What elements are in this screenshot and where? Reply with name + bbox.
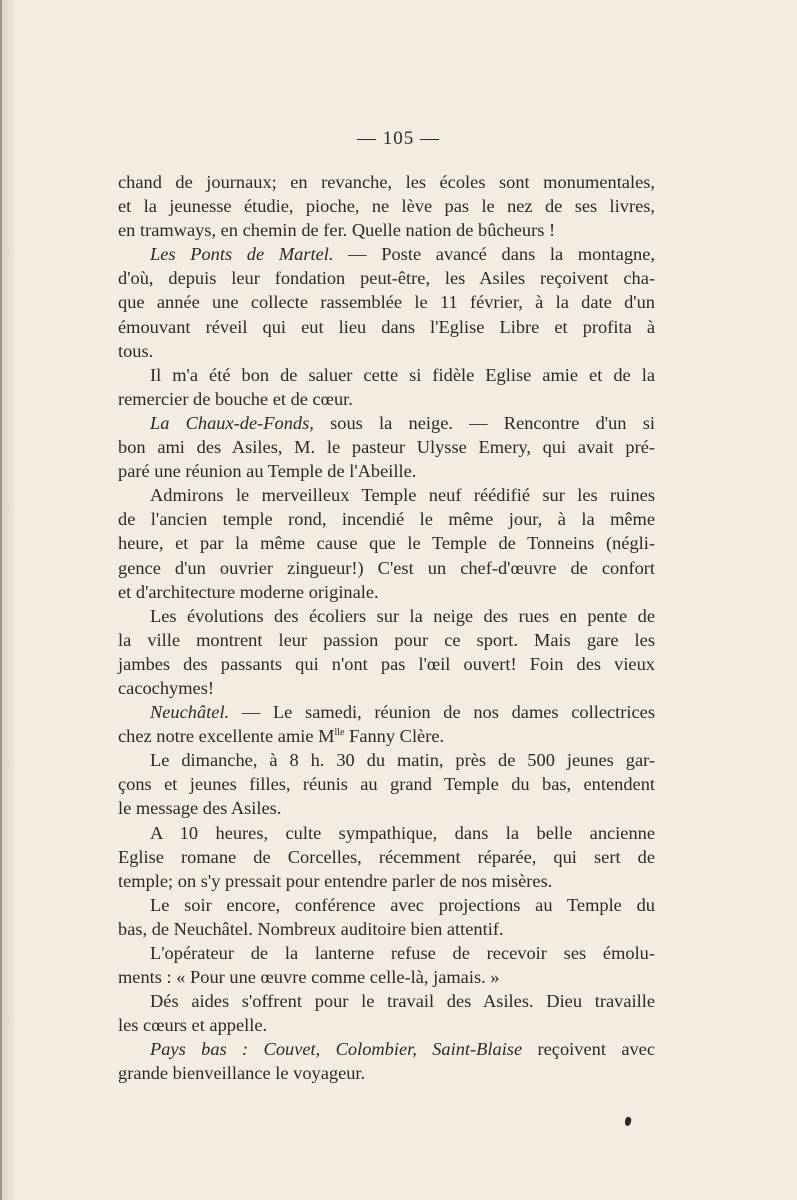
text-line: tous. [118,340,154,361]
text-line: émouvant réveil qui eut lieu dans l'Eglise Libre et profita à [118,316,655,337]
text-line: heure, et par la même cause que le Temple de Tonneins (négli- [118,533,655,554]
text-line: et d'architecture moderne originale. [118,581,379,602]
text-line: Les évolutions des écoliers sur la neige des rues en pente de [150,605,655,626]
text-line: grande bienveillance le voyageur. [118,1063,366,1084]
text-line: la ville montrent leur passion pour ce sport. Mais gare les [118,629,655,650]
text-line [118,1037,655,1061]
text-line: L'opérateur de la lanterne refuse de recevoir ses émolu- [150,943,655,963]
text-line: de l'ancien temple rond, incendié le même jour, à la même [118,509,655,530]
text-line: Le dimanche, à 8 h. 30 du matin, près de 500 jeunes gar- [150,750,655,771]
text-line: Admirons le merveilleux Temple neuf réédifié sur les ruines [150,485,655,506]
text-line: cacochymes! [118,677,214,698]
text-line: en tramways, en chemin de fer. Quelle nation de bûcheurs ! [118,220,556,241]
text-line: et la jeunesse étudie, pioche, ne lève pas le nez de ses livres, [118,196,655,217]
abbreviation-superscript: lle [334,727,345,739]
page-edge [0,0,14,1200]
text-line: Il m'a été bon de saluer cette si fidèle Eglise amie et de la [150,364,655,385]
text-line: chand de journaux; en revanche, les écoles sont monumentales, [118,172,655,192]
text-line: ments : « Pour une œuvre comme celle-là, jamais. » [118,967,500,988]
page-number: — 105 — [357,128,440,149]
place-name: Les Ponts de Martel. [150,244,334,265]
text-line [118,700,655,724]
text-run: reçoivent avec [522,1039,655,1060]
text-line: jambes des passants qui n'ont pas l'œil ouvert! Foin des vieux [118,653,655,674]
place-name: Pays bas : Couvet, Colombier, Saint-Blaise [150,1039,523,1060]
text-line: Eglise romane de Corcelles, récemment réparée, qui sert de [118,846,655,867]
place-name: La Chaux-de-Fonds, [150,412,314,433]
text-line: gence d'un ouvrier zingueur!) C'est un chef-d'œuvre de confort [118,557,655,578]
text-line: paré une réunion au Temple de l'Abeille. [118,461,417,482]
text-line: les cœurs et appelle. [118,1015,268,1036]
text-run: chez notre excellente amie M [118,726,335,747]
text-line [118,411,655,435]
text-line: d'où, depuis leur fondation peut-être, les Asiles reçoivent cha- [118,268,655,289]
text-line: çons et jeunes filles, réunis au grand Temple du bas, entendent [118,774,655,795]
text-run: Fanny Clère. [344,726,445,747]
body-text [118,170,655,1086]
text-line: bas, de Neuchâtel. Nombreux auditoire bien attentif. [118,918,504,939]
text-line: remercier de bouche et de cœur. [118,388,353,409]
text-run: sous la neige. — Rencontre d'un si [313,412,656,433]
text-line [118,724,655,748]
text-line: que année une collecte rassemblée le 11 février, à la date d'un [118,292,655,313]
text-line: bon ami des Asiles, M. le pasteur Ulysse Emery, qui avait pré- [118,437,655,458]
text-line: le message des Asiles. [118,798,282,819]
text-line: Le soir encore, conférence avec projections au Temple du [150,894,655,915]
binding-fold [0,0,2,1200]
ink-mark [624,1116,632,1126]
text-line [118,242,655,266]
text-line: A 10 heures, culte sympathique, dans la belle ancienne [150,822,655,843]
text-run: — Poste avancé dans la montagne, [333,244,655,265]
text-line: temple; on s'y pressait pour entendre parler de nos misères. [118,870,553,891]
text-run: — Le samedi, réunion de nos dames collectrices [229,702,655,723]
place-name: Neuchâtel. [150,702,230,723]
text-line: Dés aides s'offrent pour le travail des Asiles. Dieu travaille [150,991,655,1012]
